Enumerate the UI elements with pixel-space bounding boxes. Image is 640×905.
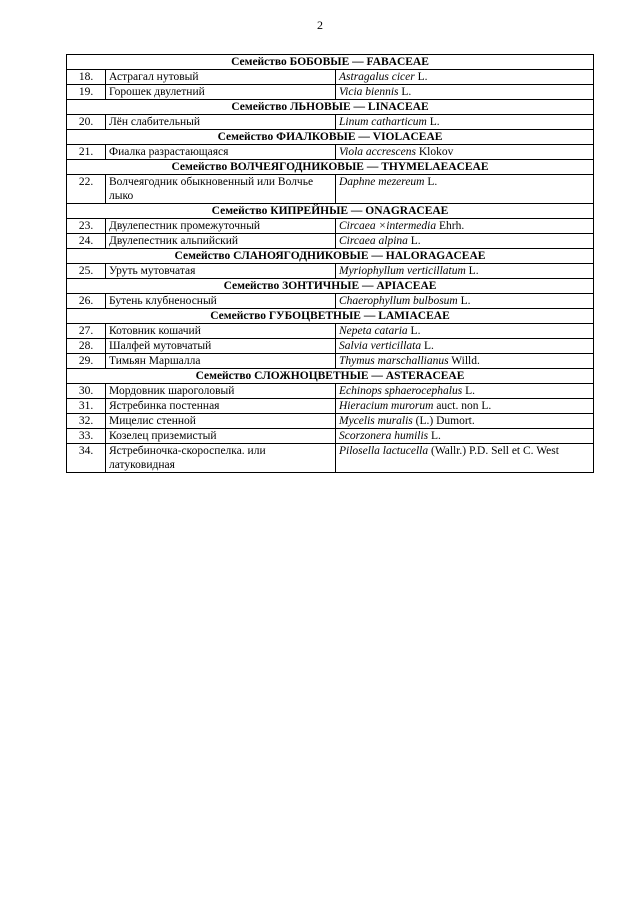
family-header-row xyxy=(67,204,594,219)
species-table-body xyxy=(67,55,594,473)
species-table xyxy=(66,54,594,473)
species-row xyxy=(67,414,594,429)
latin-binomial: Nepeta cataria xyxy=(339,325,408,337)
russian-name: Шалфей мутовчатый xyxy=(106,339,336,354)
author-citation: L. xyxy=(462,385,475,397)
species-row xyxy=(67,354,594,369)
family-header-row xyxy=(67,100,594,115)
family-header-row xyxy=(67,309,594,324)
species-row xyxy=(67,234,594,249)
latin-binomial: Daphne mezereum xyxy=(339,176,425,188)
family-header-row xyxy=(67,279,594,294)
latin-name-cell xyxy=(336,384,594,399)
russian-name: Горошек двулетний xyxy=(106,85,336,100)
species-row xyxy=(67,264,594,279)
author-citation: L. xyxy=(407,325,421,337)
russian-name: Тимьян Маршалла xyxy=(106,354,336,369)
author-citation: L. xyxy=(457,295,471,307)
author-citation: L. xyxy=(398,86,412,98)
latin-name-cell xyxy=(336,324,594,339)
latin-binomial: Astragalus cicer xyxy=(339,71,415,83)
species-number: 24. xyxy=(67,234,106,249)
species-row xyxy=(67,339,594,354)
latin-binomial: Circaea alpina xyxy=(339,235,408,247)
species-row xyxy=(67,399,594,414)
latin-name-cell xyxy=(336,234,594,249)
author-citation: (L.) Dumort. xyxy=(412,415,475,427)
species-number: 27. xyxy=(67,324,106,339)
author-citation: L. xyxy=(465,265,479,277)
latin-name-cell xyxy=(336,175,594,204)
species-number: 28. xyxy=(67,339,106,354)
page-number: 2 xyxy=(317,18,323,32)
species-row xyxy=(67,85,594,100)
latin-binomial: Chaerophyllum bulbosum xyxy=(339,295,458,307)
latin-binomial: Scorzonera humilis xyxy=(339,430,429,442)
russian-name: Уруть мутовчатая xyxy=(106,264,336,279)
latin-binomial: Echinops sphaerocephalus xyxy=(339,385,463,397)
species-row xyxy=(67,70,594,85)
author-citation: (Wallr.) P.D. Sell et C. West xyxy=(428,445,559,457)
latin-binomial: Salvia verticillata xyxy=(339,340,422,352)
species-number: 26. xyxy=(67,294,106,309)
latin-name-cell xyxy=(336,70,594,85)
latin-name-cell xyxy=(336,219,594,234)
species-row xyxy=(67,324,594,339)
russian-name: Котовник кошачий xyxy=(106,324,336,339)
family-header-row xyxy=(67,369,594,384)
russian-name: Астрагал нутовый xyxy=(106,70,336,85)
author-citation: L. xyxy=(426,116,440,128)
latin-binomial: Vicia biennis xyxy=(339,86,399,98)
family-name: Семейство БОБОВЫЕ — FABACEAE xyxy=(67,55,594,70)
species-number: 21. xyxy=(67,145,106,160)
species-number: 19. xyxy=(67,85,106,100)
latin-name-cell xyxy=(336,115,594,130)
species-number: 25. xyxy=(67,264,106,279)
family-name: Семейство ФИАЛКОВЫЕ — VIOLACEAE xyxy=(67,130,594,145)
latin-binomial: Circaea ×intermedia xyxy=(339,220,437,232)
russian-name: Козелец приземистый xyxy=(106,429,336,444)
latin-name-cell xyxy=(336,294,594,309)
russian-name: Двулепестник промежуточный xyxy=(106,219,336,234)
species-row xyxy=(67,219,594,234)
author-citation: L. xyxy=(407,235,421,247)
family-name: Семейство ЗОНТИЧНЫЕ — APIACEAE xyxy=(67,279,594,294)
russian-name: Волчеягодник обыкновенный или Волчье лыко xyxy=(106,175,336,204)
author-citation: L. xyxy=(428,430,441,442)
species-row xyxy=(67,429,594,444)
latin-binomial: Thymus marschallianus xyxy=(339,355,449,367)
species-row xyxy=(67,444,594,473)
author-citation: Klokov xyxy=(415,146,454,158)
family-name: Семейство ГУБОЦВЕТНЫЕ — LAMIACEAE xyxy=(67,309,594,324)
latin-name-cell xyxy=(336,354,594,369)
latin-name-cell xyxy=(336,414,594,429)
species-number: 18. xyxy=(67,70,106,85)
family-name: Семейство КИПРЕЙНЫЕ — ONAGRACEAE xyxy=(67,204,594,219)
species-row xyxy=(67,294,594,309)
russian-name: Мицелис стенной xyxy=(106,414,336,429)
author-citation: Ehrh. xyxy=(436,220,465,232)
species-number: 31. xyxy=(67,399,106,414)
latin-name-cell xyxy=(336,444,594,473)
author-citation: L. xyxy=(414,71,428,83)
latin-name-cell xyxy=(336,145,594,160)
latin-name-cell xyxy=(336,339,594,354)
species-number: 29. xyxy=(67,354,106,369)
species-row xyxy=(67,175,594,204)
russian-name: Фиалка разрастающаяся xyxy=(106,145,336,160)
author-citation: L. xyxy=(424,176,438,188)
latin-binomial: Pilosella lactucella xyxy=(339,445,429,457)
latin-name-cell xyxy=(336,85,594,100)
russian-name: Двулепестник альпийский xyxy=(106,234,336,249)
family-header-row xyxy=(67,130,594,145)
latin-binomial: Mycelis muralis xyxy=(339,415,413,427)
family-name: Семейство ЛЬНОВЫЕ — LINACEAE xyxy=(67,100,594,115)
species-row xyxy=(67,115,594,130)
species-number: 30. xyxy=(67,384,106,399)
species-row xyxy=(67,384,594,399)
latin-name-cell xyxy=(336,264,594,279)
latin-binomial: Hieracium murorum xyxy=(339,400,434,412)
family-name: Семейство ВОЛЧЕЯГОДНИКОВЫЕ — THYMELAEACEAE xyxy=(67,160,594,175)
russian-name: Ястребиночка-скороспелка. или латуковидная xyxy=(106,444,336,473)
species-number: 32. xyxy=(67,414,106,429)
russian-name: Ястребинка постенная xyxy=(106,399,336,414)
author-citation: Willd. xyxy=(448,355,480,367)
latin-binomial: Myriophyllum verticillatum xyxy=(339,265,466,277)
family-name: Семейство СЛАНОЯГОДНИКОВЫЕ — HALORAGACEAE xyxy=(67,249,594,264)
species-number: 20. xyxy=(67,115,106,130)
family-header-row xyxy=(67,160,594,175)
author-citation: auct. non L. xyxy=(433,400,492,412)
russian-name: Лён слабительный xyxy=(106,115,336,130)
russian-name: Бутень клубненосный xyxy=(106,294,336,309)
latin-binomial: Viola accrescens xyxy=(339,146,416,158)
species-row xyxy=(67,145,594,160)
species-number: 23. xyxy=(67,219,106,234)
species-number: 22. xyxy=(67,175,106,204)
family-name: Семейство СЛОЖНОЦВЕТНЫЕ — ASTERACEAE xyxy=(67,369,594,384)
author-citation: L. xyxy=(421,340,434,352)
latin-name-cell xyxy=(336,399,594,414)
latin-binomial: Linum catharticum xyxy=(339,116,427,128)
species-number: 34. xyxy=(67,444,106,473)
species-number: 33. xyxy=(67,429,106,444)
family-header-row xyxy=(67,249,594,264)
latin-name-cell xyxy=(336,429,594,444)
family-header-row xyxy=(67,55,594,70)
russian-name: Мордовник шароголовый xyxy=(106,384,336,399)
